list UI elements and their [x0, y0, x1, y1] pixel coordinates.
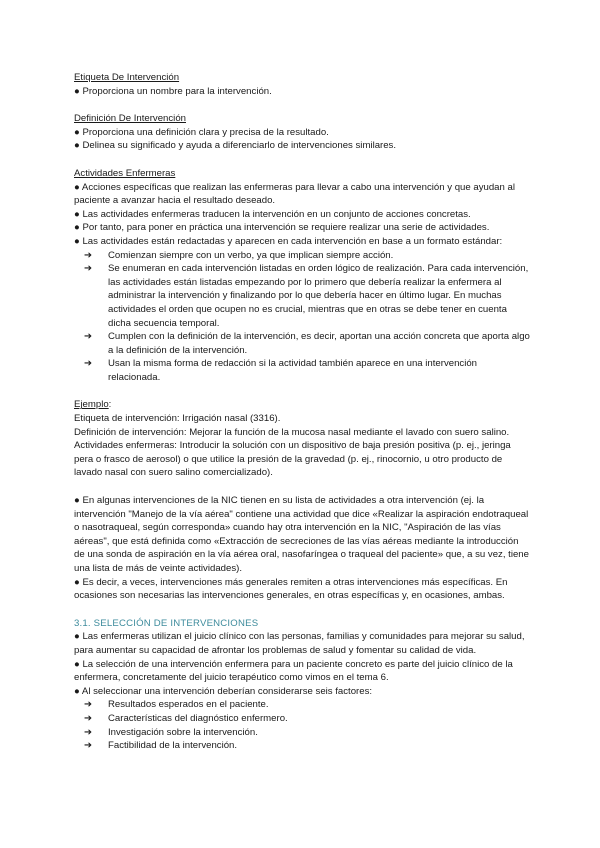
ejemplo-line-1: Etiqueta de intervención: Irrigación nasal (3316). [74, 413, 281, 425]
bullet-definicion-1: ● Proporciona una definición clara y precisa de la resultado. [74, 126, 329, 138]
list-item [74, 330, 530, 357]
heading-ejemplo: Ejemplo [74, 399, 109, 411]
ejemplo-line-2: Definición de intervención: Mejorar la función de la mucosa nasal mediante el lavado con suero salino. [74, 426, 510, 438]
subitem-actividades-2: Se enumeran en cada intervención listadas en orden lógico de realización. Para cada intervención, las actividades están listadas empezando por lo primero que debería realizar la enfermera al administrar la intervención y finalizando por lo que debería hacer en último lugar. En muchas actividades el orden que ocupen no es crucial, mientras que en otras se debe tener en cuenta dicha secuencia temporal. [108, 263, 529, 329]
bullet-actividades-4: ● Las actividades están redactadas y aparecen en cada intervención en base a un formato estándar: [74, 235, 503, 247]
heading-actividades: Actividades Enfermeras [74, 167, 176, 179]
ejemplo-line-3: Actividades enfermeras: Introducir la solución con un dispositivo de baja presión positiva (p. ej., jeringa pera o frasco de aerosol) o que utilice la presión de la gravedad (p. ej., rinocornio, u otro producto de lavado nasal con suero salino comercializado). [74, 440, 511, 479]
arrow-right-icon: ➔ [84, 249, 93, 261]
bullet-seleccion-3: ● Al seleccionar una intervención deberían considerarse seis factores: [74, 685, 373, 697]
arrow-right-icon: ➔ [84, 699, 93, 711]
bullet-actividades-1: ● Acciones específicas que realizan las enfermeras para llevar a cabo una intervención y que ayudan al paciente a avanzar hacia el resultado deseado. [74, 181, 515, 207]
list-item [74, 739, 530, 753]
bullet-actividades-3: ● Por tanto, para poner en práctica una intervención se requiere realizar una serie de actividades. [74, 222, 490, 234]
list-item [74, 249, 530, 263]
list-item [74, 698, 530, 712]
arrow-right-icon: ➔ [84, 263, 93, 275]
subitem-seleccion-2: Características del diagnóstico enfermero. [108, 712, 288, 724]
arrow-right-icon: ➔ [84, 726, 93, 738]
ejemplo-heading-line [74, 398, 530, 412]
list-item [74, 726, 530, 740]
ejemplo-colon: : [108, 399, 112, 411]
bullet-seleccion-1: ● Las enfermeras utilizan el juicio clínico con las personas, familias y comunidades para mejorar su salud, para aumentar su capacidad de afrontar los problemas de salud y fomentar su calidad de vida. [74, 631, 525, 656]
arrow-right-icon: ➔ [84, 331, 93, 343]
arrow-right-icon: ➔ [84, 358, 93, 370]
subitem-seleccion-3: Investigación sobre la intervención. [108, 726, 258, 738]
bullet-definicion-2: ● Delinea su significado y ayuda a diferenciarlo de intervenciones similares. [74, 140, 397, 152]
subitem-seleccion-1: Resultados esperados en el paciente. [108, 699, 269, 711]
heading-definicion: Definición De Intervención [74, 113, 186, 125]
bullet-nic-1: ● En algunas intervenciones de la NIC tienen en su lista de actividades a otra intervención (ej. la intervención "Manejo de la vía aérea" contiene una actividad que dice «Realizar la aspiración endotraqueal o nasotraqueal, según corresponda» cuando hay otra intervención en la NIC, "Aspiración de las vías aéreas", que está definida como «Extracción de secreciones de las vías aéreas mediante la introducción de una sonda de aspiración en la vía aérea oral, nasofaríngea o traqueal del paciente» que, a su vez, tiene una lista de más de veinte actividades). [74, 495, 529, 574]
bullet-nic-2: ● Es decir, a veces, intervenciones más generales remiten a otras intervenciones más específicas. En ocasiones son necesarias las intervenciones generales, en otras específicas y, en ocasiones, ambas. [74, 576, 508, 602]
section-heading-seleccion: 3.1. SELECCIÓN DE INTERVENCIONES [74, 617, 259, 629]
bullet-etiqueta-1: ● Proporciona un nombre para la intervención. [74, 85, 272, 97]
subitem-seleccion-4: Factibilidad de la intervención. [108, 740, 238, 752]
list-item [74, 357, 530, 384]
bullet-actividades-2: ● Las actividades enfermeras traducen la intervención en un conjunto de acciones concretas. [74, 208, 471, 220]
arrow-right-icon: ➔ [84, 740, 93, 752]
list-item [74, 712, 530, 726]
subitem-actividades-3: Cumplen con la definición de la intervención, es decir, aportan una acción concreta que aporta algo a la definición de la intervención. [108, 331, 530, 356]
document-page [74, 71, 530, 753]
arrow-right-icon: ➔ [84, 712, 93, 724]
subitem-actividades-4: Usan la misma forma de redacción si la actividad también aparece en una intervención relacionada. [108, 358, 478, 383]
list-item [74, 262, 530, 330]
heading-etiqueta: Etiqueta De Intervención [74, 72, 180, 83]
subitem-actividades-1: Comienzan siempre con un verbo, ya que implican siempre acción. [108, 249, 394, 261]
bullet-seleccion-2: ● La selección de una intervención enfermera para un paciente concreto es parte del juicio clínico de la enfermera, concretamente del juicio terapéutico como vimos en el tema 6. [74, 658, 513, 684]
